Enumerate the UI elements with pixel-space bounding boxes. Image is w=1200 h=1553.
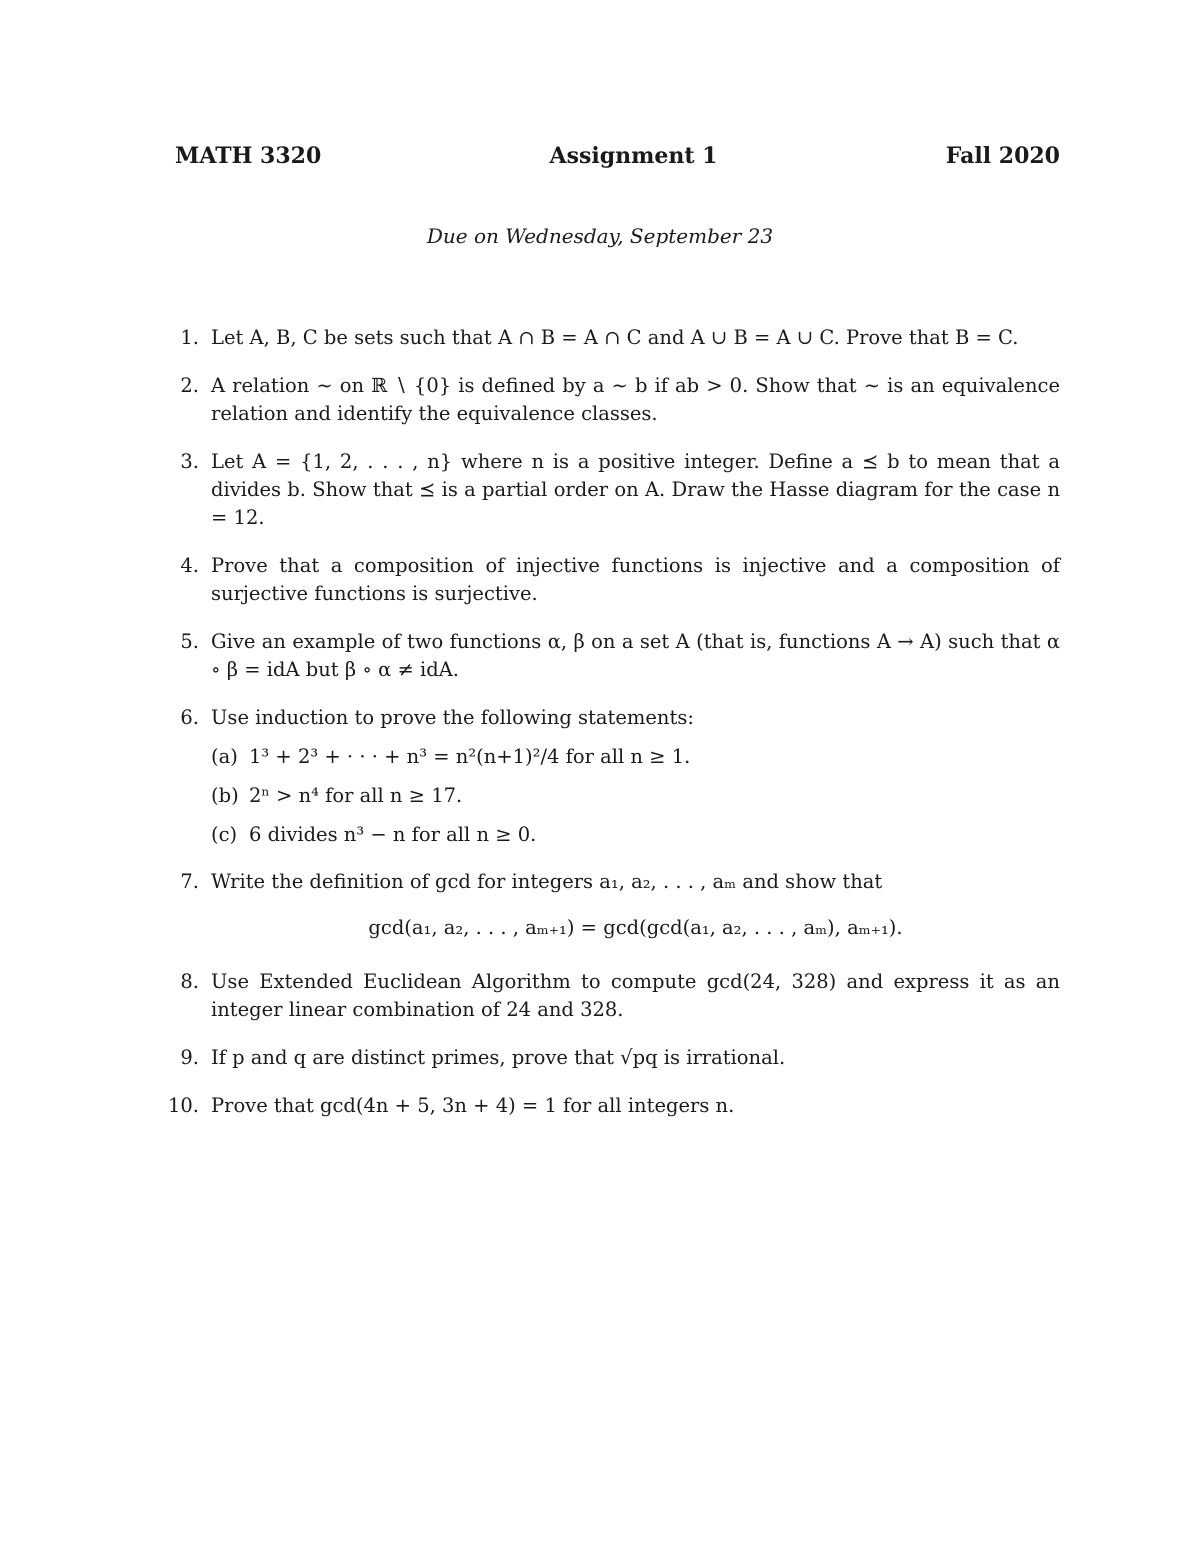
subpart-a xyxy=(211,744,1060,770)
problem-number: 10. xyxy=(167,1094,199,1117)
subpart-list xyxy=(211,744,1060,848)
problem-number: 7. xyxy=(180,870,199,893)
problem-text: A relation ∼ on ℝ ∖ {0} is defined by a ∼ b if ab > 0. Show that ∼ is an equivalence relation and identify the equivalence classes. xyxy=(211,374,1060,425)
problem-list xyxy=(155,324,1060,1140)
problem-text: Give an example of two functions α, β on a set A (that is, functions A → A) such that α ∘ β = idA but β ∘ α ≠ idA. xyxy=(211,630,1060,681)
problem-6 xyxy=(155,704,1060,848)
problem-5 xyxy=(155,628,1060,684)
problem-number: 1. xyxy=(180,326,199,349)
problem-10 xyxy=(155,1092,1060,1120)
problem-body xyxy=(211,868,1060,948)
problem-text: Use induction to prove the following statements: xyxy=(211,706,694,729)
problem-text: Let A = {1, 2, . . . , n} where n is a positive integer. Define a ⪯ b to mean that a divides b. Show that ⪯ is a partial order on A. Draw the Hasse diagram for the case n = 12. xyxy=(211,450,1060,529)
problem-number: 4. xyxy=(180,554,199,577)
problem-number: 9. xyxy=(180,1046,199,1069)
problem-7 xyxy=(155,868,1060,948)
term: Fall 2020 xyxy=(945,143,1060,169)
problem-number: 6. xyxy=(180,706,199,729)
problem-body xyxy=(211,704,1060,848)
problem-number: 2. xyxy=(180,374,199,397)
subpart-label: (a) xyxy=(211,745,238,768)
problem-text: Write the definition of gcd for integers a₁, a₂, . . . , aₘ and show that xyxy=(211,870,883,893)
problem-9 xyxy=(155,1044,1060,1072)
problem-1 xyxy=(155,324,1060,352)
subpart-b xyxy=(211,783,1060,809)
display-equation: gcd(a₁, a₂, . . . , aₘ₊₁) = gcd(gcd(a₁, a₂, . . . , aₘ), aₘ₊₁). xyxy=(368,916,903,939)
assignment-title: Assignment 1 xyxy=(549,143,718,169)
problem-text: Prove that a composition of injective functions is injective and a composition of surjective functions is surjective. xyxy=(211,554,1060,605)
header xyxy=(175,143,1060,169)
problem-number: 5. xyxy=(180,630,199,653)
problem-8 xyxy=(155,968,1060,1024)
subpart-text: 6 divides n³ − n for all n ≥ 0. xyxy=(249,823,537,846)
subpart-label: (c) xyxy=(211,823,238,846)
problem-3 xyxy=(155,448,1060,532)
problem-number: 3. xyxy=(180,450,199,473)
problem-2 xyxy=(155,372,1060,428)
course-code: MATH 3320 xyxy=(175,143,322,169)
problem-text: Let A, B, C be sets such that A ∩ B = A ∩ C and A ∪ B = A ∪ C. Prove that B = C. xyxy=(211,326,1019,349)
problem-text: If p and q are distinct primes, prove that √pq is irrational. xyxy=(211,1046,786,1069)
subpart-label: (b) xyxy=(211,784,239,807)
problem-text: Prove that gcd(4n + 5, 3n + 4) = 1 for all integers n. xyxy=(211,1094,735,1117)
subpart-c xyxy=(211,822,1060,848)
subpart-text: 1³ + 2³ + · · · + n³ = n²(n+1)²/4 for all n ≥ 1. xyxy=(249,745,691,768)
problem-number: 8. xyxy=(180,970,199,993)
subpart-text: 2ⁿ > n⁴ for all n ≥ 17. xyxy=(249,784,463,807)
due-date: Due on Wednesday, September 23 xyxy=(426,224,774,248)
problem-4 xyxy=(155,552,1060,608)
problem-text: Use Extended Euclidean Algorithm to compute gcd(24, 328) and express it as an integer linear combination of 24 and 328. xyxy=(211,970,1060,1021)
